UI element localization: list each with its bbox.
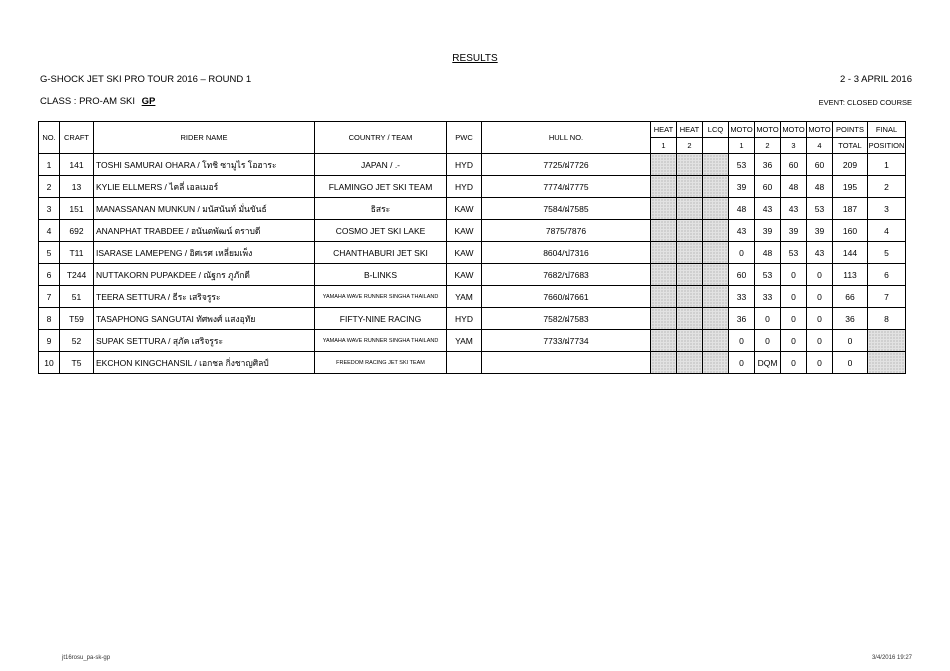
- row-total: 36: [833, 308, 868, 330]
- col-moto2-header: MOTO: [755, 122, 781, 138]
- row-moto2: 33: [755, 286, 781, 308]
- row-moto4: 0: [807, 308, 833, 330]
- row-total: 160: [833, 220, 868, 242]
- row-total: 0: [833, 330, 868, 352]
- row-pwc: YAM: [447, 330, 482, 352]
- event-dates: 2 - 3 APRIL 2016: [839, 74, 912, 85]
- row-pwc: KAW: [447, 198, 482, 220]
- row-heat2-cell: [677, 198, 703, 220]
- row-hull: 7660/ฝ7661: [482, 286, 651, 308]
- row-moto2: DQM: [755, 352, 781, 374]
- row-rider: TOSHI SAMURAI OHARA / โทชิ ซามูไร โอฮาระ: [94, 154, 315, 176]
- row-lcq-cell: [703, 154, 729, 176]
- row-heat2-cell: [677, 220, 703, 242]
- row-final: 2: [868, 176, 906, 198]
- row-lcq-cell: [703, 220, 729, 242]
- row-moto1: 0: [729, 352, 755, 374]
- col-lcq-sub: [703, 138, 729, 154]
- row-no: 3: [39, 198, 60, 220]
- table-row: [39, 264, 906, 286]
- row-lcq-cell: [703, 286, 729, 308]
- col-pwc-header: PWC: [447, 122, 482, 154]
- class-line: [40, 96, 155, 107]
- row-heat1-cell: [651, 264, 677, 286]
- table-row: [39, 220, 906, 242]
- col-moto1-header: MOTO: [729, 122, 755, 138]
- row-moto4: 53: [807, 198, 833, 220]
- col-country-header: COUNTRY / TEAM: [315, 122, 447, 154]
- row-hull: 7584/ฝ7585: [482, 198, 651, 220]
- row-heat1-cell: [651, 176, 677, 198]
- col-rider-header: RIDER NAME: [94, 122, 315, 154]
- row-final: [868, 330, 906, 352]
- row-craft: 51: [60, 286, 94, 308]
- col-craft-header: CRAFT: [60, 122, 94, 154]
- row-final: 8: [868, 308, 906, 330]
- row-rider: SUPAK SETTURA / สุภัค เสริจรูระ: [94, 330, 315, 352]
- row-moto1: 39: [729, 176, 755, 198]
- row-pwc: [447, 352, 482, 374]
- row-rider: TEERA SETTURA / ธีระ เสริจรูระ: [94, 286, 315, 308]
- row-moto1: 48: [729, 198, 755, 220]
- col-moto3-sub: 3: [781, 138, 807, 154]
- row-heat1-cell: [651, 242, 677, 264]
- row-moto2: 60: [755, 176, 781, 198]
- row-rider: ISARASE LAMEPENG / อิศเรศ เหลี่ยมเพ็ง: [94, 242, 315, 264]
- row-moto3: 0: [781, 286, 807, 308]
- row-rider: EKCHON KINGCHANSIL / เอกชล กิ่งชาญศิลป์: [94, 352, 315, 374]
- row-moto3: 0: [781, 264, 807, 286]
- row-moto2: 43: [755, 198, 781, 220]
- col-lcq-header: LCQ: [703, 122, 729, 138]
- row-moto3: 60: [781, 154, 807, 176]
- row-moto3: 48: [781, 176, 807, 198]
- row-craft: T59: [60, 308, 94, 330]
- row-pwc: KAW: [447, 264, 482, 286]
- row-heat2-cell: [677, 308, 703, 330]
- row-hull: 7582/ฝ7583: [482, 308, 651, 330]
- row-moto1: 60: [729, 264, 755, 286]
- row-final: 4: [868, 220, 906, 242]
- row-country: B-LINKS: [315, 264, 447, 286]
- row-heat2-cell: [677, 264, 703, 286]
- row-craft: 52: [60, 330, 94, 352]
- col-final-header: FINAL: [868, 122, 906, 138]
- footer-timestamp: 3/4/2016 19:27: [871, 655, 912, 661]
- row-total: 113: [833, 264, 868, 286]
- col-heat2-header: HEAT: [677, 122, 703, 138]
- row-pwc: HYD: [447, 176, 482, 198]
- row-no: 1: [39, 154, 60, 176]
- row-hull: 7733/ฝ7734: [482, 330, 651, 352]
- row-rider: ANANPHAT TRABDEE / อนันตพัฒน์ ตราบดี: [94, 220, 315, 242]
- row-country: YAMAHA WAVE RUNNER SINGHA THAILAND: [315, 330, 447, 352]
- row-moto4: 0: [807, 330, 833, 352]
- row-no: 4: [39, 220, 60, 242]
- row-lcq-cell: [703, 308, 729, 330]
- row-moto4: 0: [807, 352, 833, 374]
- row-moto3: 53: [781, 242, 807, 264]
- footer-file-id: jt16rosu_pa-sk-gp: [62, 655, 111, 661]
- row-pwc: KAW: [447, 220, 482, 242]
- col-moto4-sub: 4: [807, 138, 833, 154]
- col-heat1-header: HEAT: [651, 122, 677, 138]
- row-moto2: 53: [755, 264, 781, 286]
- table-row: [39, 308, 906, 330]
- row-heat1-cell: [651, 220, 677, 242]
- row-no: 9: [39, 330, 60, 352]
- row-total: 187: [833, 198, 868, 220]
- event-course: EVENT: CLOSED COURSE: [818, 98, 912, 107]
- row-moto3: 0: [781, 352, 807, 374]
- row-craft: T244: [60, 264, 94, 286]
- row-heat1-cell: [651, 352, 677, 374]
- row-hull: 7875/7876: [482, 220, 651, 242]
- row-total: 144: [833, 242, 868, 264]
- row-hull: 8604/ป7316: [482, 242, 651, 264]
- row-craft: T11: [60, 242, 94, 264]
- table-row: [39, 286, 906, 308]
- row-moto1: 43: [729, 220, 755, 242]
- table-row: [39, 176, 906, 198]
- row-lcq-cell: [703, 242, 729, 264]
- row-no: 8: [39, 308, 60, 330]
- col-moto1-sub: 1: [729, 138, 755, 154]
- row-country: JAPAN / .-: [315, 154, 447, 176]
- row-heat1-cell: [651, 308, 677, 330]
- row-no: 10: [39, 352, 60, 374]
- row-total: 209: [833, 154, 868, 176]
- row-no: 5: [39, 242, 60, 264]
- row-heat1-cell: [651, 154, 677, 176]
- row-heat2-cell: [677, 242, 703, 264]
- col-points-header: POINTS: [833, 122, 868, 138]
- row-hull: 7725/ฝ7726: [482, 154, 651, 176]
- event-name: G-SHOCK JET SKI PRO TOUR 2016 – ROUND 1: [40, 74, 252, 85]
- row-hull: [482, 352, 651, 374]
- row-heat1-cell: [651, 198, 677, 220]
- row-moto1: 0: [729, 242, 755, 264]
- row-moto3: 0: [781, 330, 807, 352]
- col-heat2-sub: 2: [677, 138, 703, 154]
- row-no: 7: [39, 286, 60, 308]
- row-lcq-cell: [703, 330, 729, 352]
- col-no-header: NO.: [39, 122, 60, 154]
- row-final: 7: [868, 286, 906, 308]
- row-total: 66: [833, 286, 868, 308]
- row-country: FREEDOM RACING JET SKI TEAM: [315, 352, 447, 374]
- row-pwc: KAW: [447, 242, 482, 264]
- row-final: 5: [868, 242, 906, 264]
- row-craft: 141: [60, 154, 94, 176]
- row-craft: 151: [60, 198, 94, 220]
- class-value: GP: [141, 96, 156, 107]
- row-no: 2: [39, 176, 60, 198]
- row-moto4: 43: [807, 242, 833, 264]
- row-heat2-cell: [677, 352, 703, 374]
- row-heat2-cell: [677, 330, 703, 352]
- col-points-sub: TOTAL: [833, 138, 868, 154]
- class-label: CLASS : PRO-AM SKI: [40, 96, 136, 107]
- row-moto2: 48: [755, 242, 781, 264]
- row-lcq-cell: [703, 352, 729, 374]
- row-country: CHANTHABURI JET SKI: [315, 242, 447, 264]
- row-country: FLAMINGO JET SKI TEAM: [315, 176, 447, 198]
- row-moto1: 36: [729, 308, 755, 330]
- row-moto1: 33: [729, 286, 755, 308]
- row-final: 6: [868, 264, 906, 286]
- row-rider: MANASSANAN MUNKUN / มนัสนันท์ มั่นขันธ์: [94, 198, 315, 220]
- row-moto4: 0: [807, 264, 833, 286]
- row-moto3: 43: [781, 198, 807, 220]
- row-total: 0: [833, 352, 868, 374]
- row-heat1-cell: [651, 286, 677, 308]
- table-row: [39, 198, 906, 220]
- row-moto4: 0: [807, 286, 833, 308]
- col-moto4-header: MOTO: [807, 122, 833, 138]
- row-craft: T5: [60, 352, 94, 374]
- row-lcq-cell: [703, 198, 729, 220]
- row-heat2-cell: [677, 176, 703, 198]
- row-lcq-cell: [703, 264, 729, 286]
- table-row: [39, 154, 906, 176]
- header-row: [39, 122, 906, 138]
- row-rider: TASAPHONG SANGUTAI ทัศพงศ์ แสงอุทัย: [94, 308, 315, 330]
- col-hull-header: HULL NO.: [482, 122, 651, 154]
- row-country: FIFTY-NINE RACING: [315, 308, 447, 330]
- row-craft: 13: [60, 176, 94, 198]
- table-row: [39, 242, 906, 264]
- row-craft: 692: [60, 220, 94, 242]
- row-heat2-cell: [677, 286, 703, 308]
- row-moto3: 39: [781, 220, 807, 242]
- row-rider: KYLIE ELLMERS / ไคลี่ เอลเมอร์: [94, 176, 315, 198]
- row-hull: 7774/ฝ7775: [482, 176, 651, 198]
- row-lcq-cell: [703, 176, 729, 198]
- row-heat2-cell: [677, 154, 703, 176]
- row-moto1: 53: [729, 154, 755, 176]
- col-heat1-sub: 1: [651, 138, 677, 154]
- row-moto1: 0: [729, 330, 755, 352]
- row-heat1-cell: [651, 330, 677, 352]
- col-moto3-header: MOTO: [781, 122, 807, 138]
- row-country: COSMO JET SKI LAKE: [315, 220, 447, 242]
- row-final: [868, 352, 906, 374]
- row-moto3: 0: [781, 308, 807, 330]
- row-pwc: YAM: [447, 286, 482, 308]
- row-moto4: 60: [807, 154, 833, 176]
- row-final: 1: [868, 154, 906, 176]
- row-hull: 7682/ป7683: [482, 264, 651, 286]
- row-moto4: 39: [807, 220, 833, 242]
- row-no: 6: [39, 264, 60, 286]
- page-title: RESULTS: [452, 53, 498, 64]
- row-country: ธิสระ: [315, 198, 447, 220]
- col-final-sub: POSITION: [868, 138, 906, 154]
- table-row: [39, 352, 906, 374]
- row-final: 3: [868, 198, 906, 220]
- table-row: [39, 330, 906, 352]
- col-moto2-sub: 2: [755, 138, 781, 154]
- row-moto2: 39: [755, 220, 781, 242]
- row-pwc: HYD: [447, 154, 482, 176]
- row-moto2: 36: [755, 154, 781, 176]
- row-moto4: 48: [807, 176, 833, 198]
- row-total: 195: [833, 176, 868, 198]
- row-rider: NUTTAKORN PUPAKDEE / ณัฐกร ภูภักดี: [94, 264, 315, 286]
- row-moto2: 0: [755, 330, 781, 352]
- results-table: [38, 121, 906, 374]
- row-country: YAMAHA WAVE RUNNER SINGHA THAILAND: [315, 286, 447, 308]
- row-moto2: 0: [755, 308, 781, 330]
- row-pwc: HYD: [447, 308, 482, 330]
